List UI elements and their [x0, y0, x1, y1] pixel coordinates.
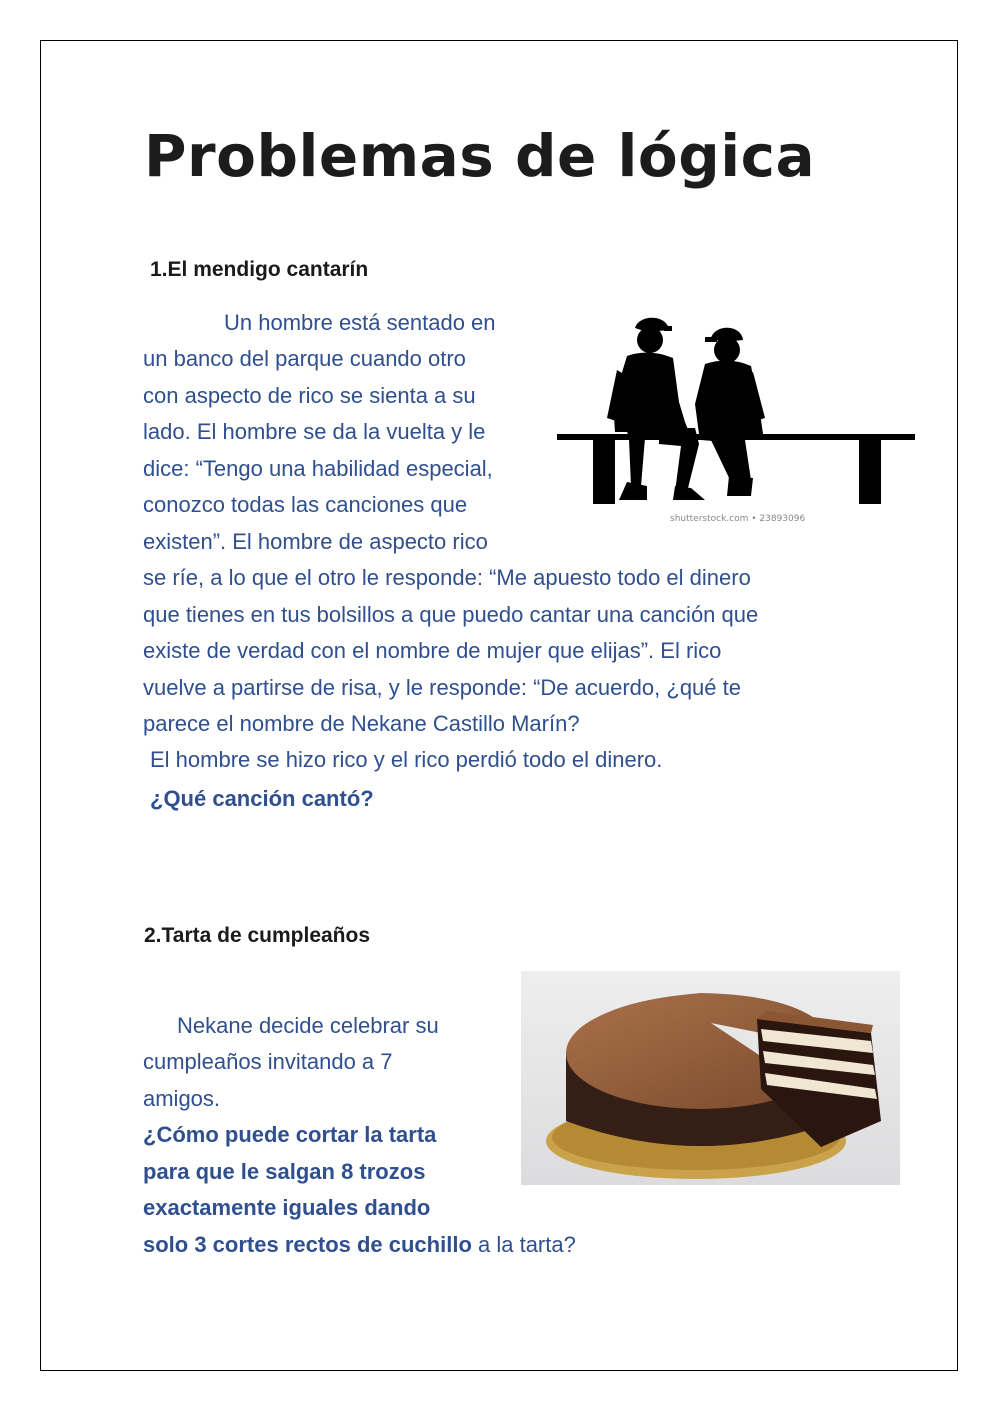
- problem2-line: Nekane decide celebrar su: [177, 1013, 439, 1038]
- problem2-question-last-line: [143, 1232, 576, 1258]
- problem2-heading: 2.Tarta de cumpleaños: [144, 924, 371, 947]
- problem1-line: existe de verdad con el nombre de mujer que elijas”. El rico: [143, 638, 722, 663]
- problem2-question-line: exactamente iguales dando: [143, 1195, 431, 1220]
- problem1-heading: 1.El mendigo cantarín: [150, 258, 369, 281]
- problem2-normal-part: a la tarta?: [471, 1232, 576, 1257]
- problem2-line: amigos.: [143, 1086, 221, 1111]
- problem1-line: existen”. El hombre de aspecto rico: [143, 529, 488, 554]
- problem1-line: Un hombre está sentado en: [224, 310, 496, 335]
- problem1-line: se ríe, a lo que el otro le responde: “Me apuesto todo el dinero: [143, 565, 751, 590]
- problem1-line: vuelve a partirse de risa, y le responde: “De acuerdo, ¿qué te: [143, 675, 741, 700]
- problem1-line: lado. El hombre se da la vuelta y le: [143, 419, 486, 444]
- problem1-line: El hombre se hizo rico y el rico perdió todo el dinero.: [150, 747, 663, 772]
- two-men-on-bench-silhouette: [555, 310, 917, 530]
- problem1-line: que tienes en tus bolsillos a que puedo cantar una canción que: [143, 602, 759, 627]
- problem1-line: con aspecto de rico se sienta a su: [143, 383, 476, 408]
- problem1-line: conozco todas las canciones que: [143, 492, 468, 517]
- page-title: Problemas de lógica: [144, 122, 816, 190]
- problem1-line: parece el nombre de Nekane Castillo Marín?: [143, 711, 580, 736]
- problem1-question: ¿Qué canción cantó?: [150, 786, 374, 811]
- problem2-question-line: para que le salgan 8 trozos: [143, 1159, 426, 1184]
- problem2-line: cumpleaños invitando a 7: [143, 1049, 393, 1074]
- chocolate-cake-photo: [521, 971, 900, 1185]
- problem2-question-line: ¿Cómo puede cortar la tarta: [143, 1122, 437, 1147]
- problem1-line: dice: “Tengo una habilidad especial,: [143, 456, 493, 481]
- problem2-bold-part: solo 3 cortes rectos de cuchillo: [143, 1232, 472, 1257]
- image-credit: shutterstock.com • 23893096: [670, 514, 806, 524]
- problem1-line: un banco del parque cuando otro: [143, 346, 466, 371]
